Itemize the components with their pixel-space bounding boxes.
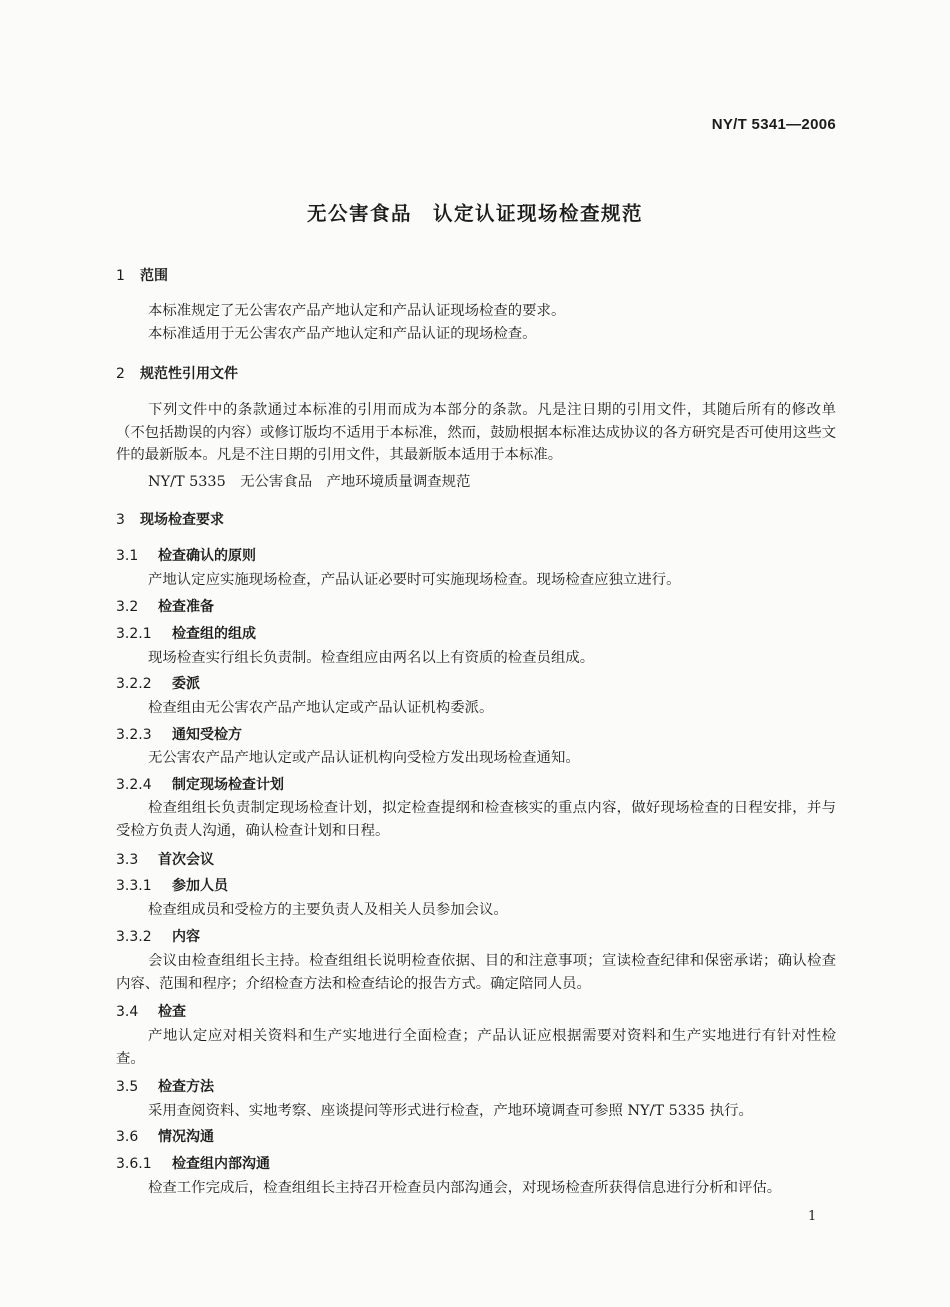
section-title: 规范性引用文件 bbox=[140, 366, 238, 382]
page-number: 1 bbox=[808, 1209, 817, 1224]
page-title: 无公害食品 认定认证现场检查规范 bbox=[306, 202, 643, 225]
standard-code: NY/T 5341—2006 bbox=[711, 116, 836, 133]
paragraph: 检查组由无公害农产品产地认定或产品认证机构委派。 bbox=[148, 700, 494, 716]
subsection-heading: 3.1 检查确认的原则 bbox=[116, 548, 256, 564]
paragraph: 会议由检查组组长主持。检查组组长说明检查依据、目的和注意事项；宣读检查纪律和保密承诺；确认检查内容、范围和程序；介绍检查方法和检查结论的报告方式。确定陪同人员。 bbox=[116, 953, 836, 992]
clause-heading: 3.3.1 参加人员 bbox=[116, 878, 228, 894]
paragraph: 无公害农产品产地认定或产品认证机构向受检方发出现场检查通知。 bbox=[148, 750, 580, 766]
paragraph: 产地认定应对相关资料和生产实地进行全面检查；产品认证应根据需要对资料和生产实地进行有针对性检查。 bbox=[116, 1028, 836, 1067]
clause-heading: 3.6.1 检查组内部沟通 bbox=[116, 1156, 270, 1172]
section-heading bbox=[116, 363, 238, 383]
section-heading bbox=[116, 509, 224, 529]
paragraph: 现场检查实行组长负责制。检查组应由两名以上有资质的检查员组成。 bbox=[148, 650, 595, 666]
clause-heading: 3.2.3 通知受检方 bbox=[116, 727, 242, 743]
subsection-heading: 3.6 情况沟通 bbox=[116, 1129, 214, 1145]
normative-reference: NY/T 5335 无公害食品 产地环境质量调查规范 bbox=[148, 474, 471, 490]
section-number: 1 bbox=[116, 268, 125, 284]
paragraph: 检查组成员和受检方的主要负责人及相关人员参加会议。 bbox=[148, 902, 508, 918]
subsection-heading: 3.4 检查 bbox=[116, 1004, 186, 1020]
paragraph: 采用查阅资料、实地考察、座谈提问等形式进行检查，产地环境调查可参照 NY/T 5335 执行。 bbox=[148, 1103, 753, 1119]
subsection-heading: 3.5 检查方法 bbox=[116, 1079, 214, 1095]
section-title: 范围 bbox=[140, 268, 168, 284]
subsection-heading: 3.3 首次会议 bbox=[116, 852, 214, 868]
clause-heading: 3.2.2 委派 bbox=[116, 676, 200, 692]
section-heading bbox=[116, 265, 168, 285]
section-number: 3 bbox=[116, 512, 125, 528]
clause-heading: 3.2.4 制定现场检查计划 bbox=[116, 777, 284, 793]
clause-heading: 3.2.1 检查组的组成 bbox=[116, 626, 256, 642]
clause-heading: 3.3.2 内容 bbox=[116, 929, 200, 945]
subsection-heading: 3.2 检查准备 bbox=[116, 599, 214, 615]
paragraph: 下列文件中的条款通过本标准的引用而成为本部分的条款。凡是注日期的引用文件，其随后所有的修改单（不包括勘误的内容）或修订版均不适用于本标准，然而，鼓励根据本标准达成协议的各方研究是否可使用这些文件的最新版本。凡是不注日期的引用文件，其最新版本适用于本标准。 bbox=[116, 402, 836, 463]
section-title: 现场检查要求 bbox=[140, 512, 224, 528]
section-number: 2 bbox=[116, 366, 125, 382]
paragraph: 本标准适用于无公害农产品产地认定和产品认证的现场检查。 bbox=[148, 326, 537, 342]
paragraph: 本标准规定了无公害农产品产地认定和产品认证现场检查的要求。 bbox=[148, 303, 566, 319]
paragraph: 检查工作完成后，检查组组长主持召开检查员内部沟通会，对现场检查所获得信息进行分析和评估。 bbox=[148, 1180, 782, 1196]
paragraph: 检查组组长负责制定现场检查计划，拟定检查提纲和检查核实的重点内容，做好现场检查的日程安排，并与受检方负责人沟通，确认检查计划和日程。 bbox=[116, 800, 836, 839]
paragraph: 产地认定应实施现场检查，产品认证必要时可实施现场检查。现场检查应独立进行。 bbox=[148, 572, 681, 588]
